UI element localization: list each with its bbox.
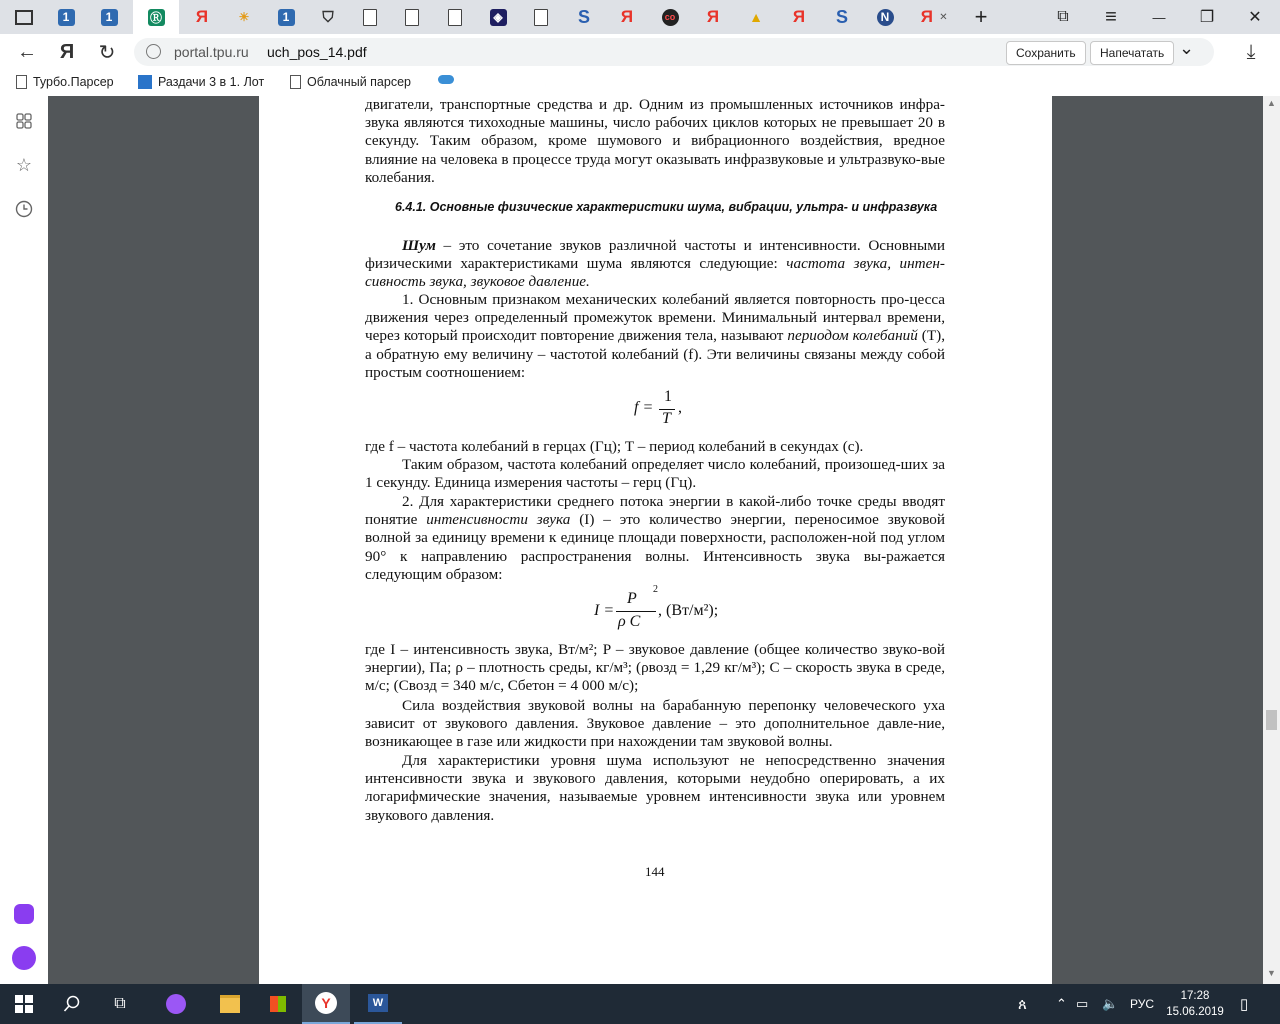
globe-icon <box>146 44 161 59</box>
yandex-icon: Я <box>706 7 720 26</box>
site-1-icon: 1 <box>101 9 118 26</box>
pdf-page <box>259 96 1052 984</box>
bookmark-label: Раздачи 3 в 1. Лот <box>158 75 265 89</box>
bookmark-item[interactable] <box>16 75 128 89</box>
url-host: portal.tpu.ru <box>174 44 249 60</box>
pdf-viewer[interactable] <box>48 96 1263 984</box>
new-tab-button[interactable]: + <box>974 4 988 29</box>
file-explorer-icon[interactable] <box>206 984 254 1024</box>
document-icon <box>405 9 419 26</box>
paragraph-noise: Шум – это сочетание звуков различной частоты и интенсивности. Основными физическими характеристиками шума являются следующие: частота звука, интен-сивность звука, звуковое давление. <box>365 237 945 291</box>
clock-date: 15.06.2019 <box>1166 1006 1224 1018</box>
tab-1[interactable] <box>48 0 84 34</box>
paragraph-item-2: 2. Для характеристики среднего потока энергии в какой-либо точке среды вводят понятие интенсивности звука (I) – это количество энергии, переносимое звуковой волной за единицу времени к единице площади поверхности, расположен-ной под углом 90° к направлению распространения волны. Интенсивность звука вы-ражается следующим образом: <box>365 493 945 583</box>
save-button[interactable]: Сохранить <box>1006 41 1086 65</box>
star-icon[interactable]: ☆ <box>15 154 33 175</box>
tab-yandex[interactable] <box>184 0 220 34</box>
s-icon: S <box>835 6 848 27</box>
paragraph-frequency: Таким образом, частота колебаний определяет число колебаний, произошед-ших за 1 секунду. Единица измерения частоты – герц (Гц). <box>365 456 945 492</box>
tab-s-2[interactable] <box>824 0 860 34</box>
language-indicator[interactable]: РУС <box>1130 997 1155 1011</box>
document-icon <box>448 9 462 26</box>
bookmark-manager-icon[interactable]: ⧉ <box>1057 8 1069 25</box>
tab-sunset[interactable] <box>226 0 262 34</box>
dark-site-icon: ◈ <box>490 9 507 26</box>
grid-icon[interactable] <box>12 109 36 133</box>
tab-strip <box>0 0 1280 34</box>
s-icon: S <box>577 6 590 27</box>
tab-yandex-4[interactable] <box>781 0 817 34</box>
reload-button[interactable]: ↻ <box>98 41 116 64</box>
scroll-down-arrow-icon[interactable]: ▼ <box>1267 968 1276 978</box>
tab-doc-4[interactable] <box>523 0 559 34</box>
yandex-icon: Я <box>195 7 209 26</box>
shield-icon: ⛉ <box>322 8 334 26</box>
yandex-logo-icon[interactable]: Я <box>59 40 75 63</box>
clock[interactable] <box>1166 984 1224 1024</box>
tab-active[interactable] <box>133 0 179 34</box>
back-button[interactable]: ← <box>17 40 37 63</box>
close-button[interactable]: ✕ <box>1248 9 1262 26</box>
tab-doc-2[interactable] <box>394 0 430 34</box>
tab-warning[interactable] <box>738 0 774 34</box>
clock-time: 17:28 <box>1180 990 1210 1002</box>
window-icon <box>15 10 33 25</box>
tab-s-1[interactable] <box>566 0 602 34</box>
site-1-icon: 1 <box>278 9 295 26</box>
alice-icon[interactable] <box>12 946 36 970</box>
tab-window[interactable] <box>6 0 42 34</box>
paragraph-item-1: 1. Основным признаком механических колебаний является повторность про-цесса движения через определенный промежуток времени. Минимальный интервал времени, через который происходит повторение движения тела, называют периодом колебаний (Т), а обратную ему величину – частотой колебаний (f). Эти величины связаны между собой простым соотношением: <box>365 291 945 381</box>
section-heading: 6.4.1. Основные физические характеристики шума, вибрации, ультра- и инфразвука <box>395 200 938 214</box>
tab-yandex-2[interactable] <box>609 0 645 34</box>
tab-shield[interactable] <box>310 0 346 34</box>
yandex-icon: Я <box>620 7 634 26</box>
n-icon: N <box>877 9 894 26</box>
formula-intensity: I = P 2 ρ C , (Вт/м²); <box>594 584 719 630</box>
network-icon[interactable]: ▭ <box>1076 996 1089 1011</box>
bookmark-item[interactable] <box>138 75 272 89</box>
bookmarks-bar <box>0 70 1280 96</box>
scroll-up-arrow-icon[interactable]: ▲ <box>1267 98 1276 108</box>
menu-icon[interactable]: ≡ <box>1105 5 1117 28</box>
search-icon[interactable] <box>48 984 96 1024</box>
task-view-icon[interactable]: ⧉ <box>114 995 126 1012</box>
paragraph-level: Для характеристики уровня шума используют не непосредственно значения интенсивности звука и звукового давления, которыми неудобно оперировать, а их логарифмические значения, называемые уровнем интенсивности звука или уровнем звукового давления. <box>365 752 945 824</box>
bookmark-label: Турбо.Парсер <box>33 75 114 89</box>
download-icon[interactable]: ⤓ <box>1246 40 1256 63</box>
document-icon <box>16 75 27 89</box>
site-1-icon: 1 <box>58 9 75 26</box>
windows-taskbar <box>0 984 1280 1024</box>
paragraph-intro: двигатели, транспортные средства и др. Одним из промышленных источников инфра-звука являются тихоходные машины, число рабочих циклов которых не превышает 20 в секунду. Таким образом, кроме шумового и вибрационного воздействия, вредное влияние на человека в процессе труда могут оказывать инфразвуковые и ультразвуко-вые колебания. <box>365 96 945 186</box>
notifications-icon[interactable]: ▯ <box>1240 996 1249 1013</box>
tray-chevron-up-icon[interactable]: ⌃ <box>1056 996 1067 1011</box>
restore-button[interactable]: ❐ <box>1199 9 1215 26</box>
tab-yandex-3[interactable] <box>695 0 731 34</box>
minimize-button[interactable]: — <box>1152 9 1166 25</box>
volume-icon[interactable]: 🔈 <box>1102 996 1119 1011</box>
page-number: 144 <box>645 864 665 879</box>
start-button[interactable] <box>0 984 48 1024</box>
bookmark-site-icon <box>138 75 152 89</box>
tab-n[interactable] <box>867 0 903 34</box>
formula-frequency: f = 1 T , <box>634 388 682 427</box>
tab-dark[interactable] <box>480 0 516 34</box>
paragraph-pressure: Сила воздействия звуковой волны на барабанную перепонку человеческого уха зависит от звукового давления. Звуковое давление – это дополнительное давле-ние, возникающее в газе или жидкости при нахождении там звуковой волны. <box>365 697 945 751</box>
store-icon[interactable] <box>254 984 302 1024</box>
bookmark-item[interactable] <box>290 75 430 89</box>
sunset-icon: ☀ <box>238 10 250 24</box>
history-icon[interactable] <box>12 197 36 221</box>
tab-2[interactable] <box>91 0 127 34</box>
sidebar <box>0 96 48 984</box>
document-icon <box>363 9 377 26</box>
tab-close-icon[interactable]: ✕ <box>939 11 948 23</box>
document-icon <box>290 75 301 89</box>
yandex-icon: Я <box>920 7 933 26</box>
yandex-icon: Я <box>792 7 806 26</box>
people-icon[interactable]: ጰ <box>1018 995 1027 1013</box>
alice-taskbar-icon[interactable] <box>152 984 200 1024</box>
bookmark-warning-icon: ▲ <box>749 9 763 25</box>
tab-3[interactable] <box>268 0 304 34</box>
bookmark-label: Облачный парсер <box>307 75 411 89</box>
tab-record[interactable] <box>652 0 688 34</box>
tab-doc-3[interactable] <box>437 0 473 34</box>
tab-yandex-5[interactable] <box>910 0 956 34</box>
alice-app-icon[interactable] <box>12 902 36 926</box>
record-icon: co <box>662 9 679 26</box>
chevron-down-icon[interactable]: ⌄ <box>1179 38 1195 58</box>
vertical-scrollbar[interactable] <box>1263 96 1280 984</box>
document-icon <box>534 9 548 26</box>
paragraph-where-1: где f – частота колебаний в герцах (Гц); T – период колебаний в секундах (с). <box>365 438 864 455</box>
url-field[interactable] <box>134 38 1214 66</box>
scroll-thumb[interactable] <box>1266 710 1277 730</box>
address-bar <box>0 34 1280 70</box>
cloud-icon[interactable] <box>438 75 454 84</box>
print-button[interactable]: Напечатать <box>1090 41 1174 65</box>
word-taskbar-icon[interactable]: W <box>354 984 402 1024</box>
green-site-icon: Ⓡ <box>148 9 165 26</box>
url-file: uch_pos_14.pdf <box>267 44 367 60</box>
tab-doc-1[interactable] <box>352 0 388 34</box>
paragraph-where-2: где I – интенсивность звука, Вт/м²; P – звуковое давление (общее количество звуко-вой энергии), Па; ρ – плотность среды, кг/м³; (ρвозд = 1,29 кг/м³); C – скорость звука в среде, м/с; (Cвозд = 340 м/с, Cбетон = 4 000 м/с); <box>365 641 945 695</box>
yandex-browser-taskbar-icon[interactable]: Y <box>302 984 350 1024</box>
